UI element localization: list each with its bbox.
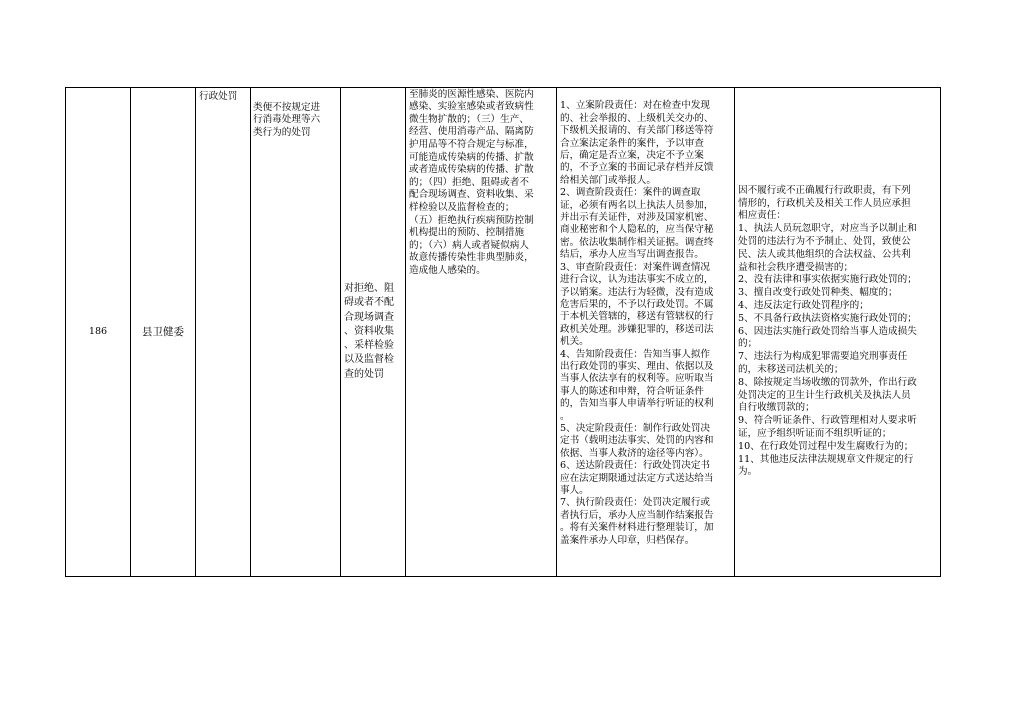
sub-item-cell xyxy=(341,88,405,576)
responsibility-text: 1、立案阶段责任：对在检查中发现 的、社会举报的、上级机关交办的、 下级机关报请的、有关部门移送等符 合立案法定条件的案件，予以审查 后，确定是否立案，决定不予立案 的，不予立案的书面记录存档并反馈 给相关部门或举报人。 2、调查阶段责任：案件的调查取 证，必须有两名以上执法人员参加， 并出示有关证件，对涉及国家机密、 商业秘密和个人隐私的，应当保守秘 密。依法收集制作相关证据。调查终 结后，承办人应当写出调查报告。 3、审查阶段责任：对案件调查情况 进行合议，认为违法事实不成立的， 予以销案。违法行为轻微，没有造成 危害后果的，不予以行政处罚。不属 于本机关管辖的，移送有管辖权的行 政机关处理。涉嫌犯罪的，移送司法 机关。 4、告知阶段责任：告知当事人拟作 出行政处罚的事实、理由、依据以及 当事人依法享有的权利等。应听取当 事人的陈述和申辩，符合听证条件 的，告知当事人申请举行听证的权利 。 5、决定阶段责任：制作行政处罚决 定书（载明违法事实、处罚的内容和 依据、当事人救济的途径等内容）。 6、送达阶段责任：行政处罚决定书 应在法定期限通过法定方式送达给当 事人。 7、执行阶段责任：处罚决定履行或 者执行后，承办人应当制作结案报告 。将有关案件材料进行整理装订，加 盖案件承办人印章，归档保存。 xyxy=(560,100,714,546)
department-cell xyxy=(131,88,195,576)
category-text: 行政处罚 xyxy=(199,90,238,102)
department-name: 县卫健委 xyxy=(142,325,184,338)
item-name-text: 类便不按规定进 行消毒处理等六 类行为的处罚 xyxy=(253,101,321,138)
col-border-8 xyxy=(940,87,941,577)
item-name-cell xyxy=(251,89,340,576)
legal-basis-text: 至肺炎的医源性感染、医院内 感染、实验室感染或者致病性 微生物扩散的；（三）生产、 经营、使用消毒产品、隔离防 护用品等不符合规定与标准， 可能造成传染病的传播、扩散 或者造成传染病的传播、扩散 的；（四）拒绝、阻碍或者不 配合现场调查、资料收集、采 样检验以及监督检查的； （五）拒绝执行疾病预防控制 机构提出的预防、控制措施 的；（六）病人或者疑似病人 故意传播传染性非典型肺炎， 造成他人感染的。 xyxy=(409,88,534,276)
row-number: 186 xyxy=(88,325,108,337)
responsibility-cell xyxy=(557,88,734,576)
row-number-cell xyxy=(66,88,130,576)
table-bottom-border xyxy=(65,576,941,577)
sub-item-text: 对拒绝、阻 碍或者不配 合现场调查 、资料收集 、采样检验 以及监督检 查的处罚 xyxy=(344,283,394,380)
accountability-cell xyxy=(735,88,940,576)
category-cell xyxy=(196,78,250,576)
legal-basis-cell xyxy=(406,76,556,576)
accountability-text: 因不履行或不正确履行行政职责，有下列 情形的，行政机关及相关工作人员应承担 相应责任： 1、执法人员玩忽职守，对应当予以制止和 处罚的违法行为不予制止、处罚，致使公 民、法人或其他组织的合法权益、公共利 益和社会秩序遭受损害的； 2、没有法律和事实依据实施行政处罚的； 3、擅自改变行政处罚种类、幅度的； 4、违反法定行政处罚程序的； 5、不具备行政执法资格实施行政处罚的； 6、因违法实施行政处罚给当事人造成损失 的； 7、违法行为构成犯罪需要追究刑事责任 的，未移送司法机关的； 8、除按规定当场收缴的罚款外，作出行政 处罚决定的卫生计生行政机关及执法人员 自行收缴罚款的； 9、符合听证条件、行政管理相对人要求听 证，应予组织听证而不组织听证的； 10、在行政处罚过程中发生腐败行为的； 11、其他违反法律法规规章文件规定的行 为。 xyxy=(738,184,917,478)
